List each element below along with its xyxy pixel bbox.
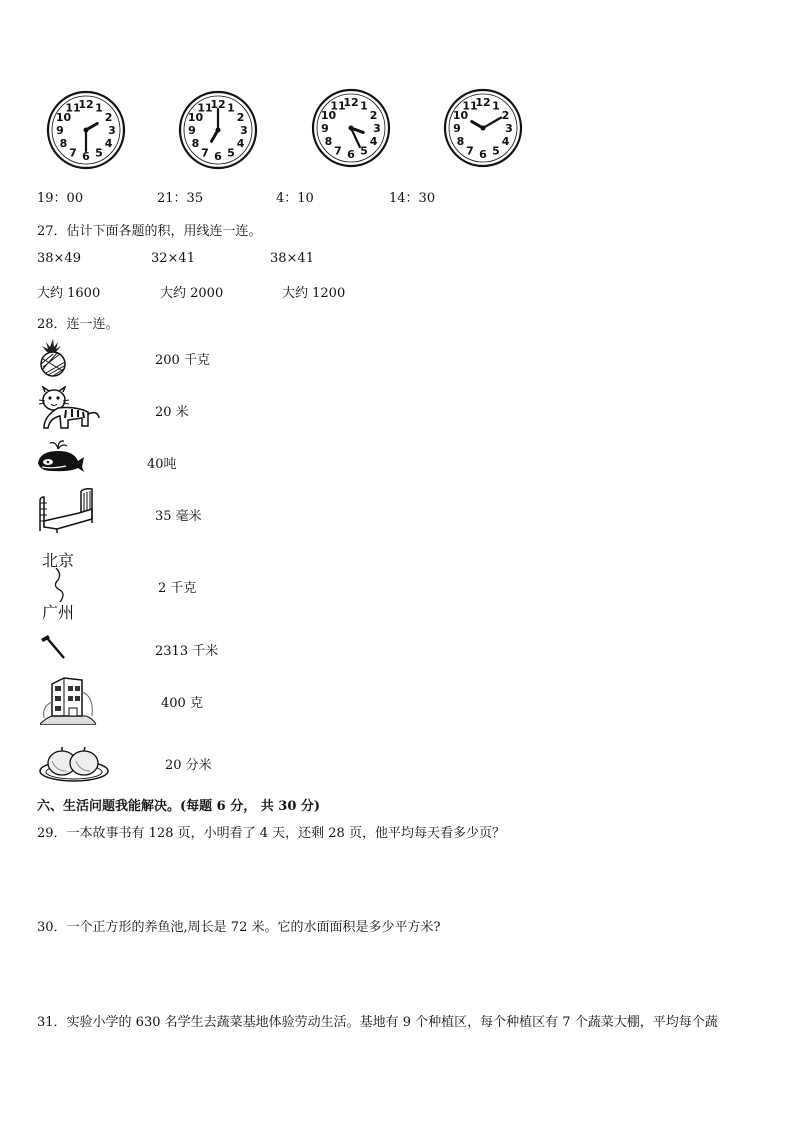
clock-number: 10 — [452, 109, 469, 122]
estimate-1: 大约 1600 — [37, 286, 101, 301]
tiger-icon — [36, 386, 102, 432]
clock-number: 3 — [240, 124, 248, 137]
city-label-guangzhou: 广州 — [42, 603, 75, 622]
nail-icon — [38, 633, 68, 661]
clock-number: 1 — [360, 99, 368, 113]
clock-number: 3 — [505, 122, 513, 135]
question-29: 29．一本故事书有 128 页，小明看了 4 天，还剩 28 页，他平均每天看多少页？ — [37, 826, 505, 841]
clock-number: 9 — [453, 122, 461, 135]
clock-number: 8 — [324, 135, 333, 148]
clock-number: 4 — [104, 137, 113, 150]
clock-number: 2 — [501, 109, 510, 122]
clock-number: 5 — [492, 144, 500, 158]
clock-number: 1 — [227, 101, 235, 115]
clock-number: 6 — [214, 150, 222, 163]
section-6-title: 六、生活问题我能解决。(每题 6 分， 共 30 分) — [37, 799, 321, 814]
clock-number: 6 — [347, 148, 355, 161]
clock-number: 9 — [188, 124, 196, 137]
clock-number: 6 — [82, 150, 90, 163]
clock-number: 9 — [56, 124, 64, 137]
question-30: 30．一个正方形的养鱼池,周长是 72 米。它的水面面积是多少平方米? — [37, 920, 441, 935]
clock-number: 3 — [373, 122, 381, 135]
clock-number: 10 — [55, 111, 72, 124]
question-31: 31．实验小学的 630 名学生去蔬菜基地体验劳动生活。基地有 9 个种植区，每个种植区有 7 个蔬菜大棚，平均每个蔬 — [37, 1015, 718, 1030]
clock-number: 12 — [78, 98, 94, 111]
unit-label-6: 2313 千米 — [155, 644, 219, 659]
unit-label-2: 20 米 — [155, 405, 189, 420]
clock-number: 8 — [59, 137, 68, 150]
clock-number: 4 — [501, 135, 510, 148]
expr-2: 32×41 — [151, 251, 195, 266]
clock-number: 12 — [343, 96, 359, 109]
estimate-2: 大约 2000 — [160, 286, 224, 301]
clock-number: 5 — [95, 146, 103, 160]
clock-number: 10 — [320, 109, 337, 122]
clock-number: 11 — [330, 99, 346, 113]
time-label-2: 21：35 — [157, 191, 204, 206]
fruit-plate-icon — [38, 741, 110, 783]
clock-number: 5 — [227, 146, 235, 160]
clock-number: 2 — [236, 111, 245, 124]
clock-1 — [46, 88, 126, 172]
clock-number: 7 — [334, 144, 342, 158]
expr-1: 38×49 — [37, 251, 81, 266]
clock-number: 9 — [321, 122, 329, 135]
map-route-icon — [42, 548, 82, 622]
clock-number: 11 — [197, 101, 213, 115]
unit-label-3: 40吨 — [147, 457, 177, 472]
clock-number: 6 — [479, 148, 487, 161]
pineapple-icon — [36, 337, 70, 377]
unit-label-5: 2 千克 — [158, 581, 197, 596]
clock-number: 1 — [95, 101, 103, 115]
clock-2 — [178, 88, 258, 172]
clock-number: 2 — [104, 111, 113, 124]
time-label-3: 4：10 — [276, 191, 314, 206]
unit-label-7: 400 克 — [161, 696, 203, 711]
clock-number: 7 — [69, 146, 77, 160]
time-label-4: 14：30 — [389, 191, 436, 206]
clock-number: 7 — [466, 144, 474, 158]
clock-number: 11 — [65, 101, 81, 115]
clock-number: 2 — [369, 109, 378, 122]
building-icon — [38, 672, 98, 726]
clock-number: 12 — [210, 98, 226, 111]
expr-3: 38×41 — [270, 251, 314, 266]
clock-4 — [443, 86, 523, 170]
bed-icon — [37, 487, 95, 533]
clock-number: 4 — [369, 135, 378, 148]
clock-number: 10 — [187, 111, 204, 124]
clock-3 — [311, 86, 391, 170]
clock-number: 8 — [456, 135, 465, 148]
city-label-beijing: 北京 — [42, 551, 75, 570]
clock-number: 11 — [462, 99, 478, 113]
estimate-3: 大约 1200 — [282, 286, 346, 301]
clock-number: 5 — [360, 144, 368, 158]
clock-number: 12 — [475, 96, 491, 109]
clock-number: 4 — [236, 137, 245, 150]
whale-icon — [34, 437, 86, 475]
clock-number: 8 — [191, 137, 200, 150]
clock-number: 1 — [492, 99, 500, 113]
clock-number: 7 — [201, 146, 209, 160]
question-28-title: 28．连一连。 — [37, 317, 119, 332]
unit-label-8: 20 分米 — [165, 758, 212, 773]
unit-label-1: 200 千克 — [155, 353, 210, 368]
question-27-title: 27．估计下面各题的积，用线连一连。 — [37, 224, 262, 239]
time-label-1: 19：00 — [37, 191, 84, 206]
unit-label-4: 35 毫米 — [155, 509, 202, 524]
clock-number: 3 — [108, 124, 116, 137]
